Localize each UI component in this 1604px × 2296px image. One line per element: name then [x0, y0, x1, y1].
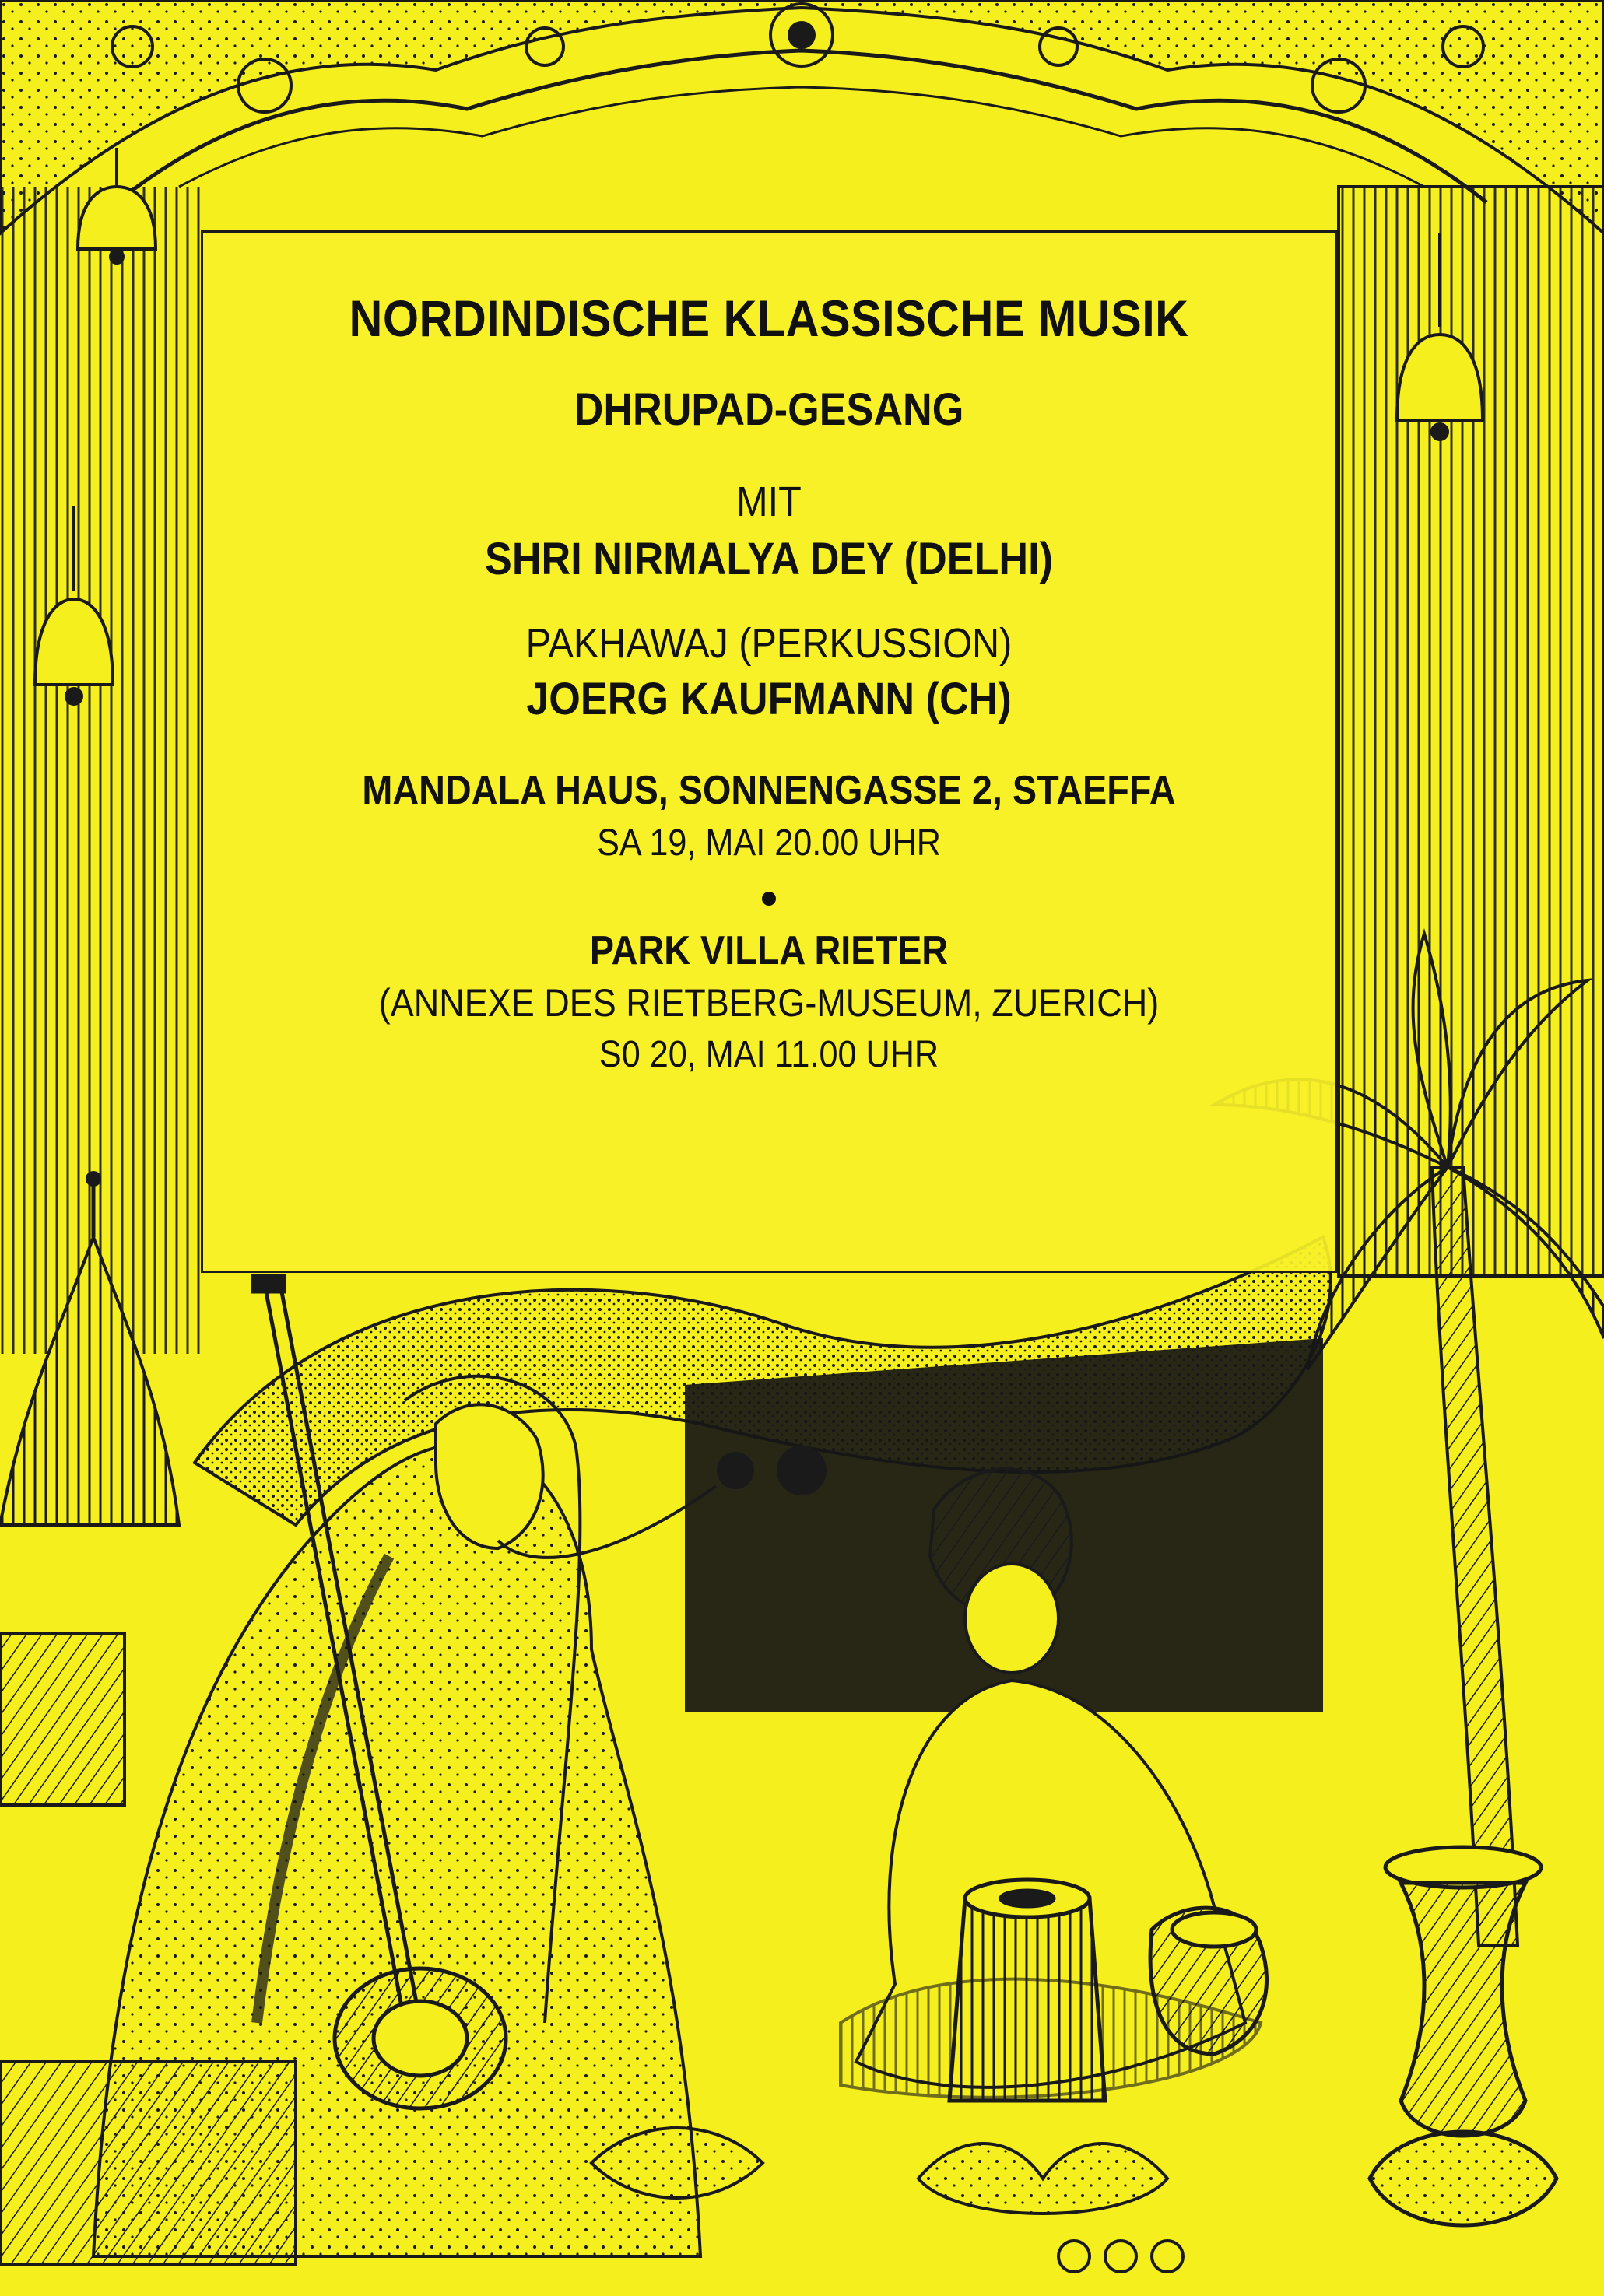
bullet-separator — [762, 892, 776, 906]
instrument-label: PAKHAWAJ (PERKUSSION) — [525, 620, 1013, 667]
venue-1: MANDALA HAUS, SONNENGASSE 2, STAEFFA — [362, 768, 1176, 813]
venue-2: PARK VILLA RIETER — [589, 928, 949, 973]
singer-name: SHRI NIRMALYA DEY (DELHI) — [485, 534, 1053, 584]
venue-2-subtitle: (ANNEXE DES RIETBERG-MUSEUM, ZUERICH) — [378, 981, 1160, 1025]
with-label: MIT — [736, 478, 802, 525]
vase-icon — [1370, 1847, 1557, 2225]
percussionist-name: JOERG KAUFMANN (CH) — [526, 674, 1012, 724]
date-1: SA 19, MAI 20.00 UHR — [597, 822, 941, 864]
announcement-text — [201, 230, 1337, 1074]
event-subtitle: DHRUPAD-GESANG — [574, 384, 964, 435]
event-title: NORDINDISCHE KLASSISCHE MUSIK — [349, 289, 1189, 347]
date-2: S0 20, MAI 11.00 UHR — [598, 1034, 939, 1075]
